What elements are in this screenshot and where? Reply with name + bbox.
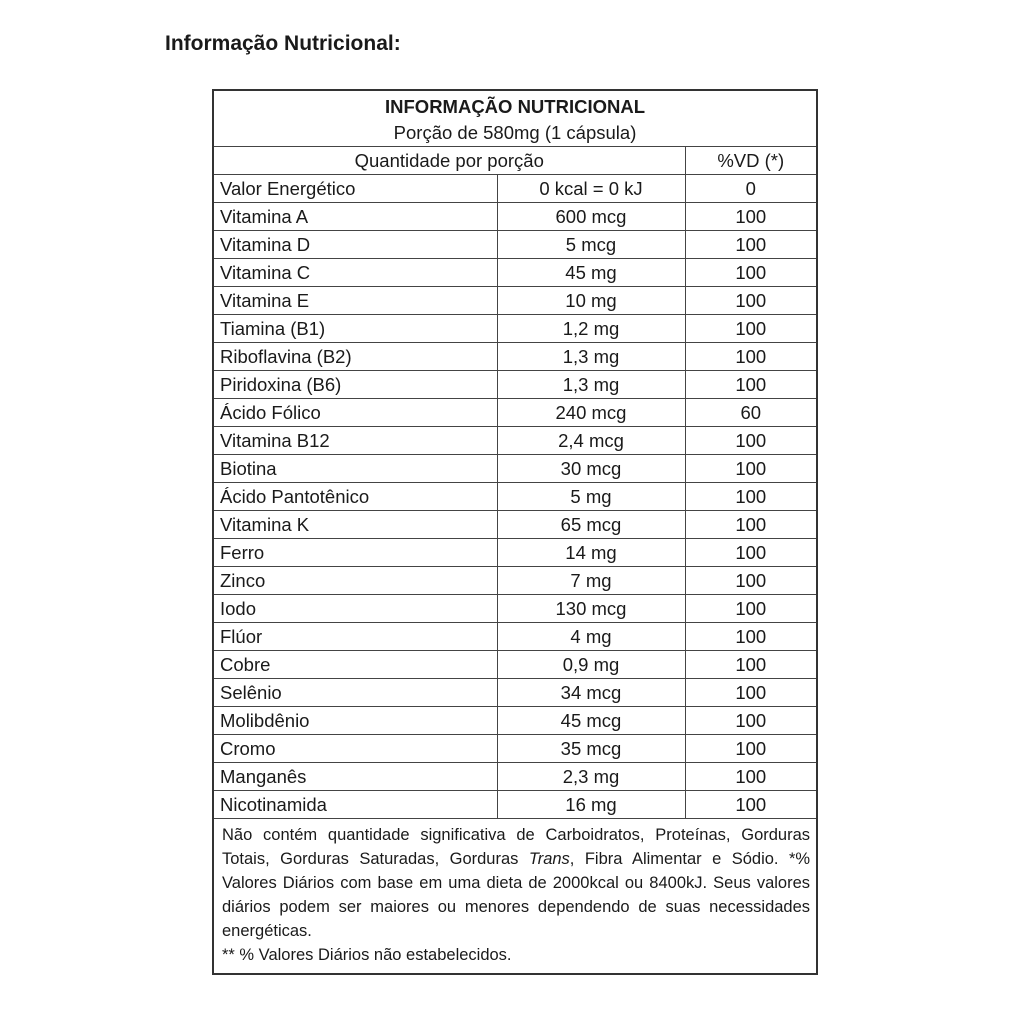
nutrient-amount: 5 mcg bbox=[497, 231, 685, 259]
table-row bbox=[213, 511, 817, 539]
nutrient-amount: 4 mg bbox=[497, 623, 685, 651]
footnote-text bbox=[222, 823, 810, 943]
nutrient-amount: 34 mcg bbox=[497, 679, 685, 707]
nutrition-table bbox=[212, 89, 818, 975]
nutrient-vd: 100 bbox=[685, 595, 817, 623]
nutrient-name: Cromo bbox=[213, 735, 497, 763]
nutrient-name: Vitamina A bbox=[213, 203, 497, 231]
nutrient-vd: 0 bbox=[685, 175, 817, 203]
nutrient-vd: 100 bbox=[685, 791, 817, 819]
table-row bbox=[213, 735, 817, 763]
table-row bbox=[213, 539, 817, 567]
nutrient-amount: 16 mg bbox=[497, 791, 685, 819]
table-row bbox=[213, 315, 817, 343]
nutrient-amount: 2,3 mg bbox=[497, 763, 685, 791]
footnote-trans: Trans bbox=[528, 850, 570, 868]
table-title-row bbox=[213, 90, 817, 120]
table-row bbox=[213, 427, 817, 455]
table-row bbox=[213, 791, 817, 819]
nutrient-name: Ferro bbox=[213, 539, 497, 567]
nutrient-name: Piridoxina (B6) bbox=[213, 371, 497, 399]
nutrient-vd: 100 bbox=[685, 679, 817, 707]
footnote-part1: Não contém quantidade significativa de Carboidratos, Proteínas, Gorduras Totais, Gorduras Saturadas, Gorduras bbox=[222, 826, 811, 868]
nutrient-amount: 240 mcg bbox=[497, 399, 685, 427]
column-header-vd: %VD (*) bbox=[685, 147, 817, 175]
nutrient-vd: 100 bbox=[685, 735, 817, 763]
nutrient-name: Molibdênio bbox=[213, 707, 497, 735]
nutrient-name: Manganês bbox=[213, 763, 497, 791]
page-title: Informação Nutricional: bbox=[165, 32, 401, 55]
nutrient-vd: 100 bbox=[685, 539, 817, 567]
nutrient-name: Selênio bbox=[213, 679, 497, 707]
nutrient-amount: 7 mg bbox=[497, 567, 685, 595]
table-row bbox=[213, 651, 817, 679]
nutrient-vd: 100 bbox=[685, 651, 817, 679]
table-row bbox=[213, 483, 817, 511]
nutrient-name: Ácido Pantotênico bbox=[213, 483, 497, 511]
table-row bbox=[213, 399, 817, 427]
nutrient-amount: 2,4 mcg bbox=[497, 427, 685, 455]
table-row bbox=[213, 567, 817, 595]
footnote-not-established: ** % Valores Diários não estabelecidos. bbox=[222, 946, 512, 964]
nutrient-amount: 130 mcg bbox=[497, 595, 685, 623]
nutrient-vd: 60 bbox=[685, 399, 817, 427]
table-row bbox=[213, 623, 817, 651]
table-row bbox=[213, 371, 817, 399]
nutrient-rows bbox=[213, 175, 817, 819]
table-row bbox=[213, 175, 817, 203]
nutrient-amount: 35 mcg bbox=[497, 735, 685, 763]
footnote-row bbox=[213, 819, 817, 975]
nutrient-name: Cobre bbox=[213, 651, 497, 679]
nutrient-amount: 65 mcg bbox=[497, 511, 685, 539]
nutrient-name: Biotina bbox=[213, 455, 497, 483]
nutrient-vd: 100 bbox=[685, 231, 817, 259]
nutrient-amount: 30 mcg bbox=[497, 455, 685, 483]
nutrient-vd: 100 bbox=[685, 567, 817, 595]
nutrient-amount: 45 mg bbox=[497, 259, 685, 287]
nutrient-amount: 14 mg bbox=[497, 539, 685, 567]
nutrient-vd: 100 bbox=[685, 287, 817, 315]
nutrient-amount: 1,3 mg bbox=[497, 371, 685, 399]
nutrient-amount: 600 mcg bbox=[497, 203, 685, 231]
nutrient-vd: 100 bbox=[685, 763, 817, 791]
nutrient-name: Riboflavina (B2) bbox=[213, 343, 497, 371]
nutrient-name: Zinco bbox=[213, 567, 497, 595]
nutrient-vd: 100 bbox=[685, 707, 817, 735]
nutrient-vd: 100 bbox=[685, 483, 817, 511]
nutrient-amount: 0 kcal = 0 kJ bbox=[497, 175, 685, 203]
nutrient-vd: 100 bbox=[685, 343, 817, 371]
footnote-part2: , Fibra Alimentar e Sódio. *% Valores Diários com base em uma dieta de 2000kcal ou 8400kJ. Seus valores diários podem ser maiores ou menores dependendo de suas necessidades energéticas. bbox=[222, 850, 811, 940]
serving-size: Porção de 580mg (1 cápsula) bbox=[213, 120, 817, 147]
nutrient-vd: 100 bbox=[685, 203, 817, 231]
nutrient-name: Flúor bbox=[213, 623, 497, 651]
column-header-amount: Quantidade por porção bbox=[213, 147, 685, 175]
table-row bbox=[213, 203, 817, 231]
nutrient-name: Vitamina E bbox=[213, 287, 497, 315]
table-row bbox=[213, 763, 817, 791]
serving-row bbox=[213, 120, 817, 147]
table-row bbox=[213, 679, 817, 707]
table-title: INFORMAÇÃO NUTRICIONAL bbox=[213, 90, 817, 120]
nutrient-amount: 45 mcg bbox=[497, 707, 685, 735]
nutrient-vd: 100 bbox=[685, 455, 817, 483]
nutrient-vd: 100 bbox=[685, 371, 817, 399]
nutrient-amount: 0,9 mg bbox=[497, 651, 685, 679]
nutrient-vd: 100 bbox=[685, 259, 817, 287]
table-row bbox=[213, 287, 817, 315]
table-row bbox=[213, 343, 817, 371]
nutrient-name: Vitamina D bbox=[213, 231, 497, 259]
nutrient-amount: 5 mg bbox=[497, 483, 685, 511]
column-header-row bbox=[213, 147, 817, 175]
table-row bbox=[213, 231, 817, 259]
table-row bbox=[213, 595, 817, 623]
nutrient-name: Vitamina C bbox=[213, 259, 497, 287]
nutrient-amount: 1,2 mg bbox=[497, 315, 685, 343]
nutrient-name: Vitamina K bbox=[213, 511, 497, 539]
table-row bbox=[213, 259, 817, 287]
nutrient-amount: 1,3 mg bbox=[497, 343, 685, 371]
nutrient-name: Nicotinamida bbox=[213, 791, 497, 819]
nutrient-vd: 100 bbox=[685, 427, 817, 455]
nutrient-name: Tiamina (B1) bbox=[213, 315, 497, 343]
nutrient-vd: 100 bbox=[685, 623, 817, 651]
table-row bbox=[213, 707, 817, 735]
nutrient-vd: 100 bbox=[685, 315, 817, 343]
nutrient-name: Vitamina B12 bbox=[213, 427, 497, 455]
footnote bbox=[213, 819, 817, 975]
nutrient-amount: 10 mg bbox=[497, 287, 685, 315]
nutrient-name: Ácido Fólico bbox=[213, 399, 497, 427]
table-row bbox=[213, 455, 817, 483]
nutrient-name: Iodo bbox=[213, 595, 497, 623]
nutrient-name: Valor Energético bbox=[213, 175, 497, 203]
nutrient-vd: 100 bbox=[685, 511, 817, 539]
